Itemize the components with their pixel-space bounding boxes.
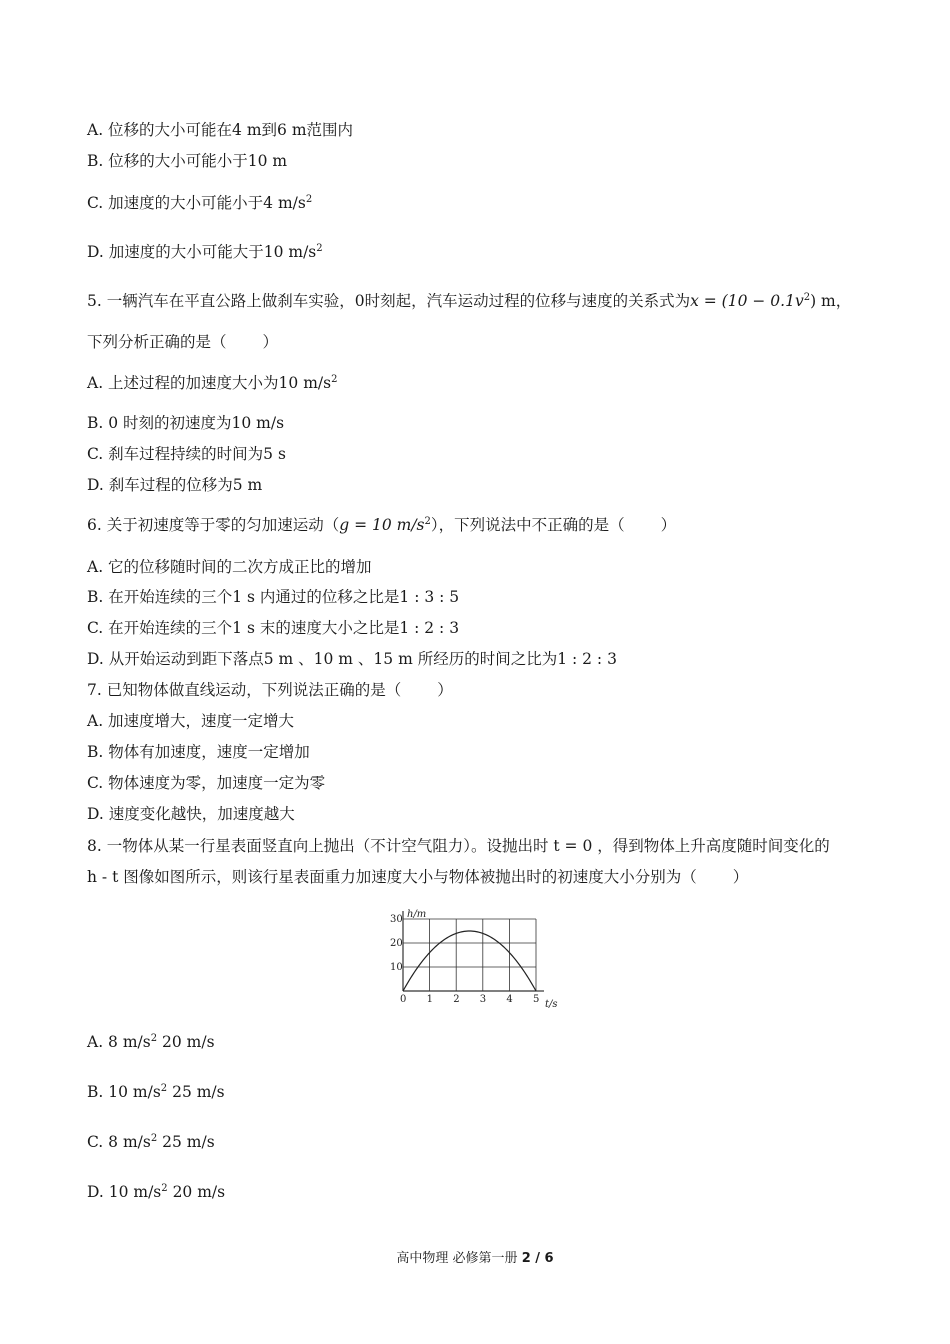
x-axis-label: t/s xyxy=(545,999,558,1008)
q6-option-a: A. 它的位移随时间的二次方成正比的增加 xyxy=(87,558,372,576)
q4-option-c-text: C. 加速度的大小可能小于4 m/s xyxy=(87,194,306,212)
superscript: 2 xyxy=(424,516,431,527)
q8-stem-text2: h - t 图像如图所示，则该行星表面重力加速度大小与物体被抛出时的初速度大小分别为（ xyxy=(87,868,697,886)
q5-formula: x = (10 − 0.1v xyxy=(690,292,804,310)
q5-option-c: C. 刹车过程持续的时间为5 s xyxy=(87,445,286,463)
q6-g: g = 10 m/s xyxy=(339,516,425,534)
h-t-graph xyxy=(383,903,563,1008)
q8-paren-close: ） xyxy=(732,868,749,886)
q8-option-a-v: 20 m/s xyxy=(157,1033,215,1051)
q8-stem-line2 xyxy=(87,867,748,887)
y-axis-label: h/m xyxy=(407,909,427,920)
q6-stem xyxy=(87,515,676,535)
superscript: 2 xyxy=(331,374,338,385)
q5-option-a xyxy=(87,373,337,393)
q8-option-a xyxy=(87,1032,215,1052)
x-tick-label: 3 xyxy=(479,994,487,1005)
q6-stem-a: 6. 关于初速度等于零的匀加速运动（ xyxy=(87,516,340,534)
q7-paren-close: ） xyxy=(437,681,453,699)
superscript: 2 xyxy=(161,1183,168,1194)
x-tick-label: 4 xyxy=(506,994,513,1005)
x-tick-label: 1 xyxy=(426,994,433,1005)
q7-option-c: C. 物体速度为零，加速度一定为零 xyxy=(87,774,326,792)
q8-option-d-g: D. 10 m/s xyxy=(87,1183,162,1201)
q4-option-b: B. 位移的大小可能小于10 m xyxy=(87,152,288,170)
superscript: 2 xyxy=(150,1033,158,1044)
superscript: 2 xyxy=(316,243,323,254)
superscript: 2 xyxy=(150,1133,158,1144)
q5-option-a-text: A. 上述过程的加速度大小为10 m/s xyxy=(87,374,332,392)
q6-paren-close: ） xyxy=(660,516,677,534)
q6-option-c: C. 在开始连续的三个1 s 末的速度大小之比是1 : 2 : 3 xyxy=(87,619,460,637)
q4-option-c xyxy=(87,193,312,213)
parabola-curve xyxy=(403,931,536,991)
q4-option-a: A. 位移的大小可能在4 m到6 m范围内 xyxy=(87,121,354,139)
q7-option-d: D. 速度变化越快，加速度越大 xyxy=(87,805,295,823)
q5-stem-text: 5. 一辆汽车在平直公路上做刹车实验，0时刻起，汽车运动过程的位移与速度的关系式为 xyxy=(87,292,691,310)
q8-option-b-v: 25 m/s xyxy=(167,1083,225,1101)
q4-option-d xyxy=(87,242,323,262)
superscript: 2 xyxy=(305,194,313,205)
superscript: 2 xyxy=(803,292,811,303)
q5-stem-line1 xyxy=(87,291,851,311)
q5-option-d: D. 刹车过程的位移为5 m xyxy=(87,476,263,494)
q8-stem-line1: 8. 一物体从某一行星表面竖直向上抛出（不计空气阻力）。设抛出时 t = 0 ，得到物体上升高度随时间变化的 xyxy=(87,837,830,855)
q5-option-b: B. 0 时刻的初速度为10 m/s xyxy=(87,414,285,432)
q8-option-b-g: B. 10 m/s xyxy=(87,1083,161,1101)
superscript: 2 xyxy=(160,1083,168,1094)
x-tick-label: 2 xyxy=(453,994,460,1005)
q8-option-c-g: C. 8 m/s xyxy=(87,1133,151,1151)
y-tick-label: 20 xyxy=(390,938,403,949)
page-footer xyxy=(0,1247,950,1266)
q7-option-a: A. 加速度增大，速度一定增大 xyxy=(87,712,295,730)
q5-stem-text2: 下列分析正确的是（ xyxy=(87,333,227,351)
q8-option-d-v: 20 m/s xyxy=(167,1183,226,1201)
q6-option-b: B. 在开始连续的三个1 s 内通过的位移之比是1 : 3 : 5 xyxy=(87,588,460,606)
x-tick-label: 5 xyxy=(533,994,540,1005)
q4-option-d-text: D. 加速度的大小可能大于10 m/s xyxy=(87,243,317,261)
page-number: 2 / 6 xyxy=(521,1251,554,1266)
q5-paren-close: ） xyxy=(262,333,279,351)
q7-option-b: B. 物体有加速度，速度一定增加 xyxy=(87,743,310,761)
x-tick-label: 0 xyxy=(400,994,407,1005)
y-tick-label: 30 xyxy=(390,914,403,925)
q8-option-d xyxy=(87,1182,225,1202)
q7-stem xyxy=(87,680,453,700)
q6-stem-b: ），下列说法中不正确的是（ xyxy=(430,516,625,534)
q5-stem-line2 xyxy=(87,332,278,352)
q7-stem-text: 7. 已知物体做直线运动，下列说法正确的是（ xyxy=(87,681,402,699)
q8-option-a-g: A. 8 m/s xyxy=(87,1033,151,1051)
q8-option-c-v: 25 m/s xyxy=(157,1133,215,1151)
q5-formula-end: ) m， xyxy=(810,292,852,310)
footer-text: 高中物理 必修第一册 xyxy=(396,1251,518,1266)
q8-option-b xyxy=(87,1082,225,1102)
y-tick-label: 10 xyxy=(390,962,403,973)
q6-option-d: D. 从开始运动到距下落点5 m 、10 m 、15 m 所经历的时间之比为1 : 2 : 3 xyxy=(87,650,617,668)
q8-option-c xyxy=(87,1132,215,1152)
graph-grid xyxy=(403,911,544,991)
